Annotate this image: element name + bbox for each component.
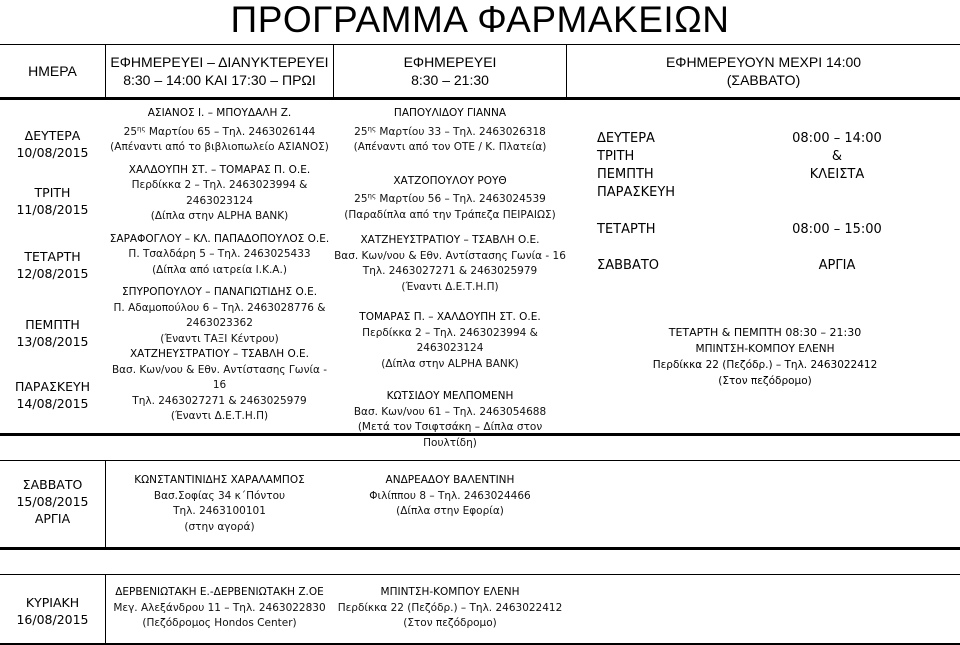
header-bottom-rule	[0, 97, 960, 100]
day-date: 11/08/2015	[16, 202, 89, 217]
pharmacy-entry	[106, 585, 333, 632]
day-date: 13/08/2015	[16, 334, 89, 349]
pharmacy-entry	[106, 285, 333, 347]
pharmacy-address: Περδίκκα 2 – Τηλ. 2463023994 &	[131, 179, 308, 191]
pharmacy-address: Βασ. Κων/νου 61 – Τηλ. 2463054688	[353, 405, 547, 418]
header-day-duty	[334, 53, 566, 89]
pharmacy-name: ΑΝΔΡΕΑΔΟΥ ΒΑΛΕΝΤΙΝΗ	[385, 474, 515, 486]
pharmacy-name: ΔΕΡΒΕΝΙΩΤΑΚΗ Ε.-ΔΕΡΒΕΝΙΩΤΑΚΗ Ζ.ΟΕ	[115, 586, 324, 598]
day-date: 14/08/2015	[16, 396, 89, 411]
pharmacy-name: ΜΠΙΝΤΣΗ-ΚΟΜΠΟΥ ΕΛΕΝΗ	[380, 586, 520, 598]
day-date: 12/08/2015	[16, 266, 89, 281]
schedule-hours: 08:00 – 14:00	[792, 131, 882, 146]
pharmacy-note: (Στον πεζόδρομο)	[403, 617, 497, 629]
pharmacy-note: (Έναντι Δ.Ε.Τ.Η.Π)	[170, 410, 269, 422]
sunday-top-rule	[0, 574, 960, 575]
day-date: 10/08/2015	[16, 145, 89, 160]
pharmacy-phone: Τηλ. 2463100101	[173, 505, 266, 517]
saturday-top-rule	[0, 460, 960, 461]
day-name: ΠΕΜΠΤΗ	[25, 317, 80, 332]
pharmacy-address: Μεγ. Αλεξάνδρου 11 – Τηλ. 2463022830	[113, 601, 326, 614]
extra-duty-heading: ΤΕΤΑΡΤΗ & ΠΕΜΠΤΗ 08:30 – 21:30	[668, 326, 862, 339]
hours-schedule-saturday	[597, 257, 927, 277]
day-cell	[0, 248, 105, 282]
overnight-column	[106, 106, 333, 425]
pharmacy-note: (Πεζόδρομος Hondos Center)	[142, 617, 297, 629]
extra-duty-name: ΜΠΙΝΤΣΗ-ΚΟΜΠΟΥ ΕΛΕΝΗ	[695, 343, 835, 355]
header-until-14-title: ΕΦΗΜΕΡΕΥΟΥΝ ΜΕΧΡΙ 14:00	[665, 54, 862, 70]
pharmacy-address: Φιλίππου 8 – Τηλ. 2463024466	[369, 489, 531, 502]
schedule-hours: ΚΛΕΙΣΤΑ	[809, 167, 865, 182]
day-duty-column	[334, 106, 566, 451]
header-until-14	[567, 53, 960, 89]
day-date: 15/08/2015	[16, 494, 89, 509]
schedule-day: ΤΕΤΑΡΤΗ	[597, 222, 656, 237]
schedule-day: ΠΕΜΠΤΗ	[597, 167, 654, 182]
pharmacy-entry	[334, 106, 566, 156]
pharmacy-note: (Μετά τον Τσιφτσάκη – Δίπλα στον Πουλτίδη)	[357, 421, 543, 449]
pharmacy-note: (Δίπλα από ιατρεία Ι.Κ.Α.)	[152, 263, 287, 276]
pharmacy-name: ΧΑΤΖΗΕΥΣΤΡΑΤΙΟΥ – ΤΣΑΒΛΗ Ο.Ε.	[360, 234, 540, 246]
pharmacy-address: Βασ. Κων/νου & Εθν. Αντίστασης Γωνία - 16	[334, 249, 566, 262]
pharmacy-phone: Τηλ. 2463027271 & 2463025979	[132, 394, 307, 407]
pharmacy-address: Βασ.Σοφίας 34 κ΄Πόντου	[153, 489, 286, 502]
pharmacy-name: ΚΩΤΣΙΔΟΥ ΜΕΛΠΟΜΕΝΗ	[386, 390, 514, 402]
pharmacy-phone: 2463023124	[186, 194, 253, 207]
pharmacy-note: (Δίπλα στην Εφορία)	[396, 505, 504, 517]
pharmacy-entry	[106, 163, 333, 225]
pharmacy-phone: Τηλ. 2463027271 & 2463025979	[362, 265, 538, 277]
day-cell	[0, 378, 105, 412]
pharmacy-name: ΧΑΤΖΟΠΟΥΛΟΥ ΡΟΥΘ	[393, 174, 507, 187]
pharmacy-entry	[334, 585, 566, 632]
pharmacy-entry	[334, 473, 566, 520]
pharmacy-note: (Δίπλα στην ALPHA BANK)	[381, 357, 519, 370]
pharmacy-entry	[106, 347, 333, 425]
day-name: ΠΑΡΑΣΚΕΥΗ	[14, 379, 91, 394]
day-name: ΚΥΡΙΑΚΗ	[25, 595, 80, 610]
pharmacy-name: ΧΑΤΖΗΕΥΣΤΡΑΤΙΟΥ – ΤΣΑΒΛΗ Ο.Ε.	[129, 348, 310, 360]
pharmacy-name: ΠΑΠΟΥΛΙΔΟΥ ΓΙΑΝΝΑ	[393, 107, 507, 119]
pharmacy-entry	[334, 233, 566, 295]
day-name: ΣΑΒΒΑΤΟ	[22, 477, 83, 492]
header-until-14-saturday: (ΣΑΒΒΑΤΟ)	[726, 72, 801, 88]
pharmacy-address: Περδίκκα 22 (Πεζόδρ.) – Τηλ. 2463022412	[337, 601, 563, 614]
pharmacy-note: (Δίπλα στην ALPHA BANK)	[150, 210, 289, 222]
pharmacy-entry	[334, 310, 566, 372]
header-overnight	[106, 53, 333, 89]
pharmacy-name: ΣΑΡΑΦΟΓΛΟΥ – ΚΛ. ΠΑΠΑΔΟΠΟΥΛΟΣ Ο.Ε.	[109, 232, 330, 245]
day-name: ΤΡΙΤΗ	[34, 185, 71, 200]
header-overnight-hours: 8:30 – 14:00 ΚΑΙ 17:30 – ΠΡΩΙ	[123, 72, 316, 88]
day-status: ΑΡΓΙΑ	[34, 511, 71, 526]
pharmacy-address: $25^{\eta\varsigma}$ Μαρτίου 65 – Τηλ. 2463026144	[123, 124, 316, 138]
day-date: 16/08/2015	[16, 612, 89, 627]
schedule-hours: &	[831, 149, 843, 164]
pharmacy-note: (Απέναντι από τον ΟΤΕ / Κ. Πλατεία)	[353, 141, 547, 153]
header-overnight-title: ΕΦΗΜΕΡΕΥΕΙ – ΔΙΑΝΥΚΤΕΡΕΥΕΙ	[110, 54, 329, 70]
day-name: ΤΕΤΑΡΤΗ	[24, 249, 81, 264]
pharmacy-name: ΤΟΜΑΡΑΣ Π. – ΧΑΛΔΟΥΠΗ ΣΤ. Ο.Ε.	[359, 311, 541, 323]
day-cell	[0, 184, 105, 218]
day-cell	[0, 316, 105, 350]
pharmacy-entry	[334, 389, 566, 451]
header-day: ΗΜΕΡΑ	[28, 63, 77, 79]
pharmacy-entry	[106, 232, 333, 279]
saturday-day-cell	[0, 476, 105, 527]
pharmacy-note: (στην αγορά)	[184, 520, 255, 533]
pharmacy-name: ΚΩΝΣΤΑΝΤΙΝΙΔΗΣ ΧΑΡΑΛΑΜΠΟΣ	[134, 474, 305, 486]
pharmacy-note: (Παραδίπλα από την Τράπεζα ΠΕΙΡΑΙΩΣ)	[344, 208, 556, 221]
pharmacy-entry	[106, 106, 333, 156]
pharmacy-address: Περδίκκα 2 – Τηλ. 2463023994 & 2463023124	[362, 326, 538, 354]
schedule-day: ΣΑΒΒΑΤΟ	[597, 258, 660, 273]
extra-duty-location: (Στον πεζόδρομο)	[718, 375, 812, 387]
hours-schedule-wednesday	[597, 221, 927, 241]
pharmacy-name: ΣΠΥΡΟΠΟΥΛΟΥ – ΠΑΝΑΓΙΩΤΙΔΗΣ Ο.Ε.	[121, 286, 318, 298]
pharmacy-address: Π. Τσαλδάρη 5 – Τηλ. 2463025433	[128, 248, 311, 260]
pharmacy-phone: 2463023362	[186, 317, 253, 329]
sunday-day-cell	[0, 594, 105, 628]
schedule-day: ΔΕΥΤΕΡΑ	[597, 131, 655, 146]
schedule-day: ΠΑΡΑΣΚΕΥΗ	[597, 185, 676, 200]
pharmacy-note: (Απέναντι από το βιβλιοπωλείο ΑΣΙΑΝΟΣ)	[110, 141, 329, 153]
header-day-duty-title: ΕΦΗΜΕΡΕΥΕΙ	[403, 54, 497, 70]
header-day-duty-hours: 8:30 – 21:30	[411, 72, 489, 88]
hours-schedule-group	[597, 130, 927, 210]
extra-duty-address: Περδίκκα 22 (Πεζόδρ.) – Τηλ. 2463022412	[652, 359, 878, 371]
pharmacy-address: Π. Αδαμοπούλου 6 – Τηλ. 2463028776 &	[113, 301, 326, 314]
page-title: ΠΡΟΓΡΑΜΜΑ ΦΑΡΜΑΚΕΙΩΝ	[230, 0, 730, 40]
table-top-rule	[0, 44, 960, 45]
pharmacy-address: Βασ. Κων/νου & Εθν. Αντίστασης Γωνία - 16	[111, 363, 328, 391]
schedule-hours: ΑΡΓΙΑ	[818, 258, 856, 273]
pharmacy-address: $25^{\eta\varsigma}$ Μαρτίου 56 – Τηλ. 2463024539	[354, 192, 546, 205]
pharmacy-address: $25^{\eta\varsigma}$ Μαρτίου 33 – Τηλ. 2463026318	[354, 124, 546, 138]
pharmacy-note: (Έναντι Δ.Ε.Τ.Η.Π)	[401, 280, 499, 293]
pharmacy-name: ΑΣΙΑΝΟΣ Ι. – ΜΠΟΥΔΑΛΗ Ζ.	[147, 107, 292, 119]
pharmacy-entry	[334, 174, 566, 224]
schedule-hours: 08:00 – 15:00	[792, 222, 882, 237]
extra-duty-note	[600, 325, 930, 389]
saturday-bottom-rule	[0, 547, 960, 550]
day-cell	[0, 127, 105, 161]
pharmacy-entry	[106, 473, 333, 535]
day-name: ΔΕΥΤΕΡΑ	[24, 128, 81, 143]
pharmacy-name: ΧΑΛΔΟΥΠΗ ΣΤ. – ΤΟΜΑΡΑΣ Π. Ο.Ε.	[128, 163, 311, 176]
pharmacy-note: (Έναντι ΤΑΞΙ Κέντρου)	[160, 332, 279, 345]
schedule-day: ΤΡΙΤΗ	[597, 149, 635, 164]
